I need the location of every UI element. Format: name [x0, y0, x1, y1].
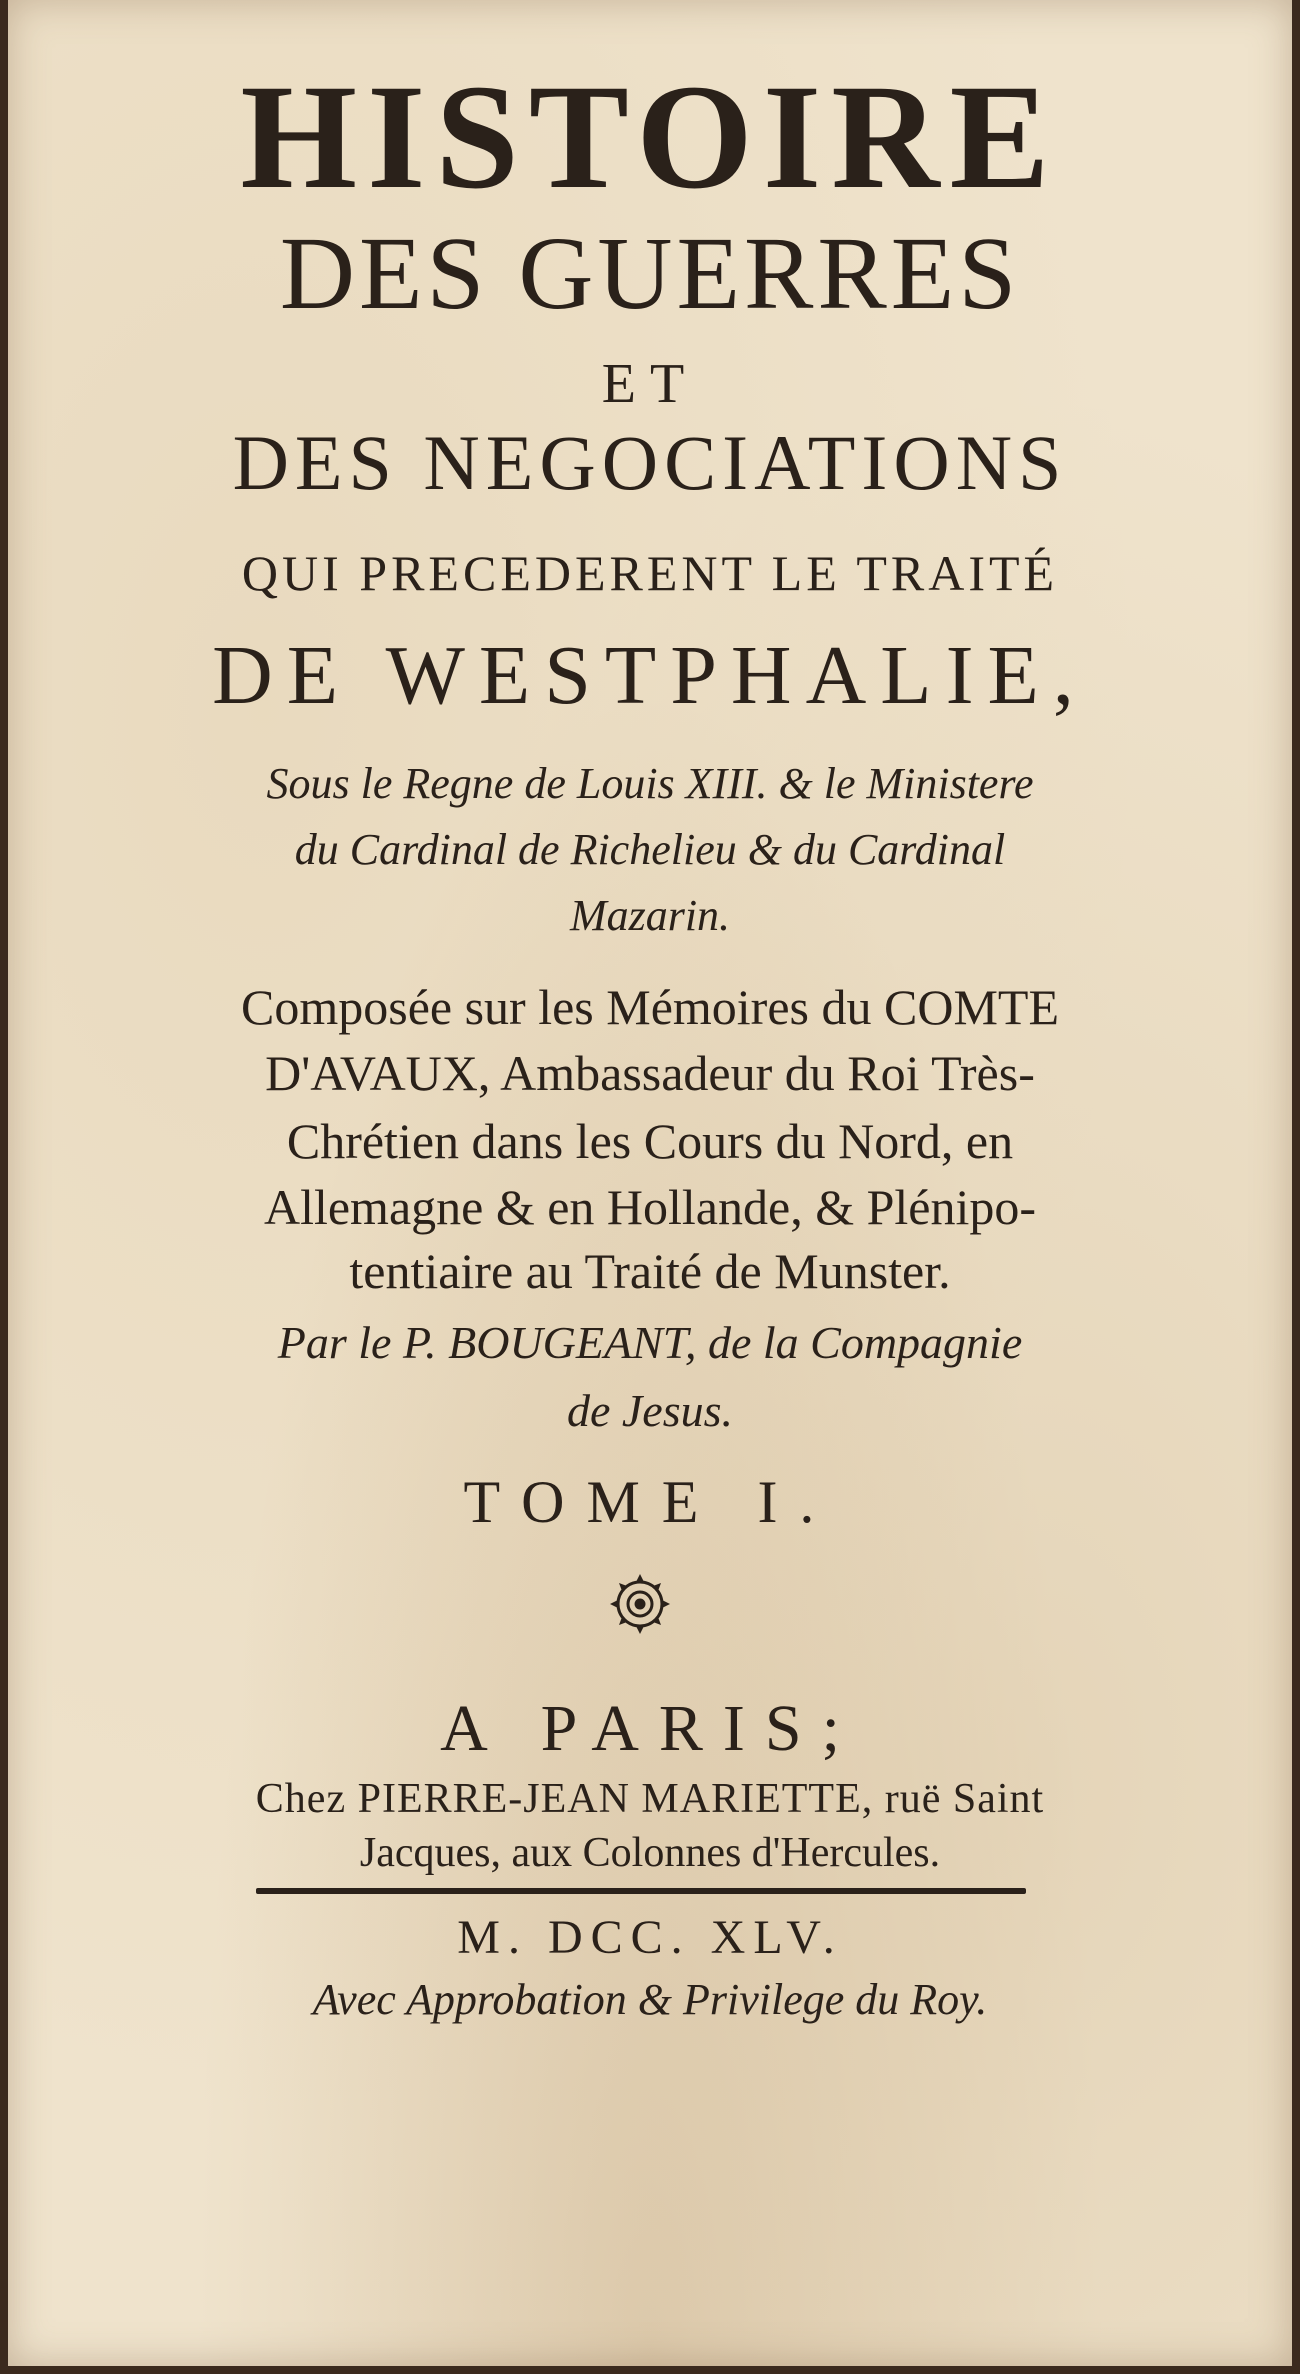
- subtitle-line-1: Sous le Regne de Louis XIII. & le Ministere: [266, 759, 1034, 808]
- composition-line-4: Allemagne & en Hollande, & Plénipo-: [263, 1179, 1037, 1235]
- privilege-line: Avec Approbation & Privilege du Roy.: [312, 1975, 988, 2024]
- imprint-city: A PARIS;: [440, 1692, 860, 1765]
- composition-line-3: Chrétien dans les Cours du Nord, en: [286, 1113, 1014, 1169]
- subtitle-line-3: Mazarin.: [569, 891, 731, 940]
- volume-number: TOME I.: [463, 1469, 837, 1535]
- imprint-publisher-line-2: Jacques, aux Colonnes d'Hercules.: [359, 1830, 941, 1876]
- composition-line-5: tentiaire au Traité de Munster.: [349, 1243, 951, 1299]
- title-qui-precederent: QUI PRECEDERENT LE TRAITÉ: [241, 545, 1059, 601]
- title-des-guerres: DES GUERRES: [279, 216, 1021, 331]
- ornament-icon: [608, 1572, 672, 1636]
- subtitle-line-2: du Cardinal de Richelieu & du Cardinal: [294, 825, 1006, 874]
- composition-line-1: Composée sur les Mémoires du COMTE: [241, 979, 1059, 1035]
- divider-rule: [256, 1888, 1026, 1894]
- title-page: [8, 0, 1292, 2366]
- imprint-publisher-line-1: Chez PIERRE-JEAN MARIETTE, ruë Saint: [255, 1776, 1045, 1822]
- composition-line-2: D'AVAUX, Ambassadeur du Roi Très-: [265, 1045, 1035, 1101]
- title-histoire: HISTOIRE: [240, 54, 1060, 220]
- author-line-1: Par le P. BOUGEANT, de la Compagnie: [277, 1317, 1023, 1368]
- publication-date: M. DCC. XLV.: [457, 1911, 843, 1964]
- title-des-negociations: DES NEGOCIATIONS: [232, 419, 1068, 506]
- title-westphalie: DE WESTPHALIE,: [212, 629, 1088, 722]
- title-et: ET: [601, 353, 699, 415]
- author-line-2: de Jesus.: [566, 1385, 734, 1436]
